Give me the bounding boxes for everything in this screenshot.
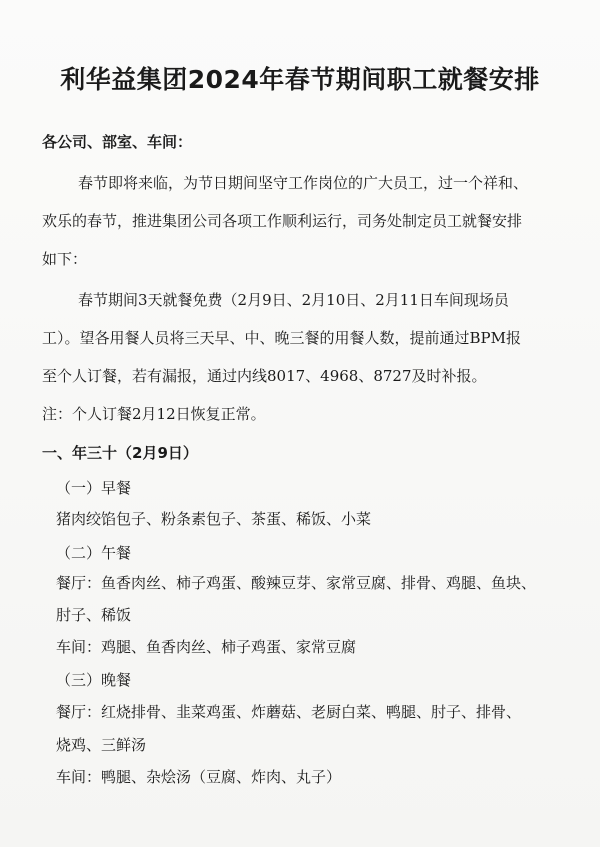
meal-heading-breakfast: （一）早餐 [56, 479, 132, 497]
section-heading: 一、年三十（2月9日） [42, 444, 198, 462]
paragraph-line: 欢乐的春节，推进集团公司各项工作顺利运行，司务处制定员工就餐安排 [42, 212, 523, 230]
meal-heading-lunch: （二）午餐 [56, 544, 132, 562]
paragraph-line: 至个人订餐，若有漏报，通过内线8017、4968、8727及时补报。 [42, 367, 487, 385]
note-line: 注：个人订餐2月12日恢复正常。 [42, 405, 266, 423]
dinner-canteen-line: 餐厅：红烧排骨、韭菜鸡蛋、炸蘑菇、老厨白菜、鸭腿、肘子、排骨、 [56, 703, 522, 721]
document-title: 利华益集团2024年春节期间职工就餐安排 [60, 65, 540, 94]
lunch-canteen-line: 肘子、稀饭 [56, 606, 132, 624]
paragraph-line: 如下： [42, 250, 88, 268]
dinner-workshop-line: 车间：鸭腿、杂烩汤（豆腐、炸肉、丸子） [56, 768, 342, 786]
paragraph-line: 春节期间3天就餐免费（2月9日、2月10日、2月11日车间现场员 [78, 291, 509, 309]
paragraph-line: 春节即将来临，为节日期间坚守工作岗位的广大员工，过一个祥和、 [78, 174, 529, 192]
salutation: 各公司、部室、车间： [42, 133, 193, 151]
meal-heading-dinner: （三）晚餐 [56, 671, 132, 689]
lunch-workshop-line: 车间：鸡腿、鱼香肉丝、柿子鸡蛋、家常豆腐 [56, 638, 357, 656]
paragraph-line: 工）。望各用餐人员将三天早、中、晚三餐的用餐人数，提前通过BPM报 [42, 329, 521, 347]
dinner-canteen-line: 烧鸡、三鲜汤 [56, 736, 147, 754]
lunch-canteen-line: 餐厅：鱼香肉丝、柿子鸡蛋、酸辣豆芽、家常豆腐、排骨、鸡腿、鱼块、 [56, 574, 537, 592]
breakfast-items: 猪肉绞馅包子、粉条素包子、茶蛋、稀饭、小菜 [56, 510, 372, 528]
